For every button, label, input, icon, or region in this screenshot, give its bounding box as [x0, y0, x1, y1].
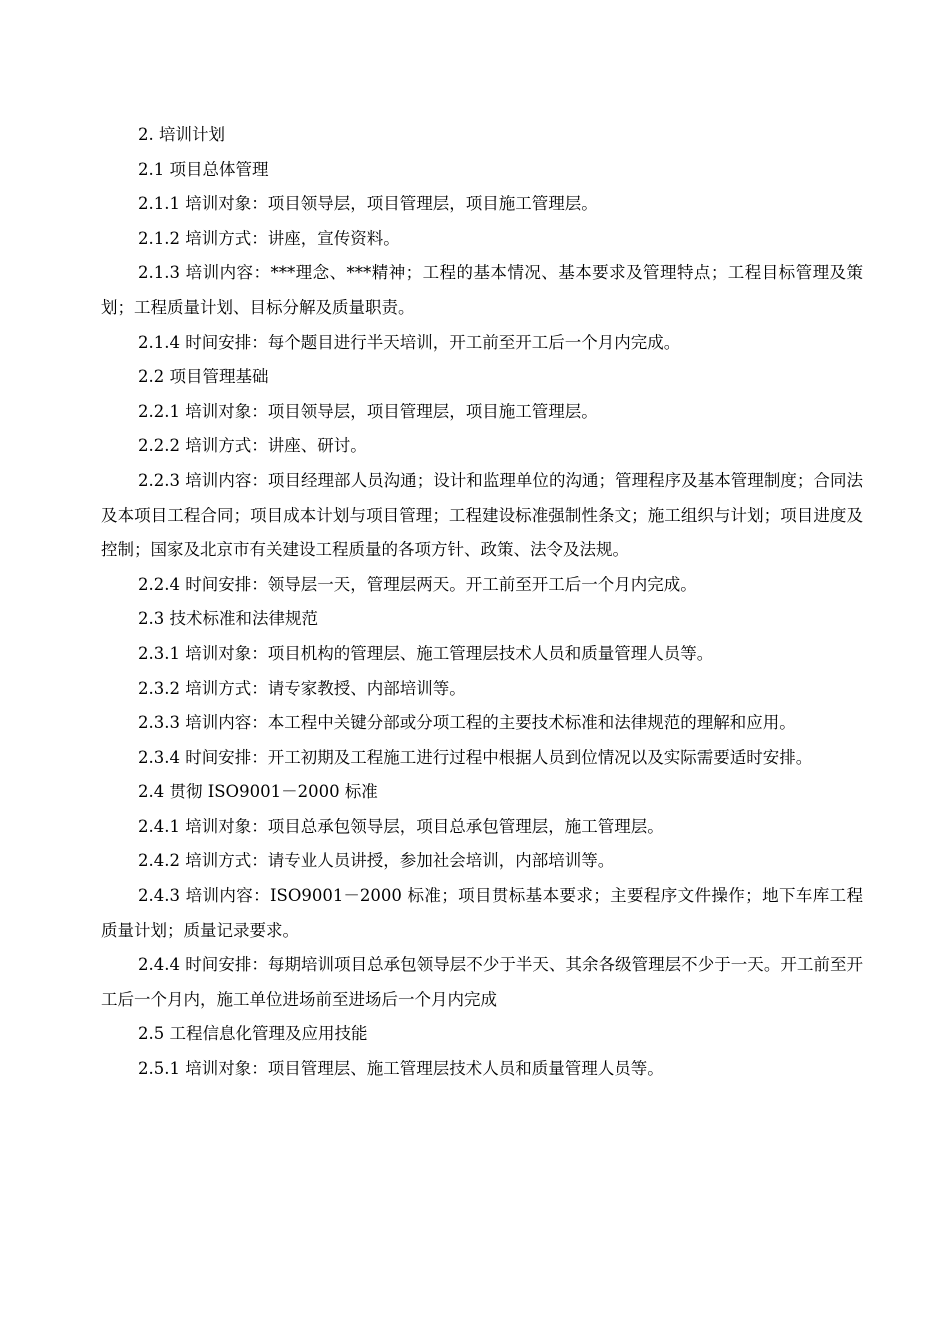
document-body	[101, 118, 863, 1087]
section-heading-2-2: 2.2 项目管理基础	[138, 367, 269, 387]
paragraph-2-2-3: 2.2.3 培训内容：项目经理部人员沟通；设计和监理单位的沟通；管理程序及基本管理制度；合同法及本项目工程合同；项目成本计划与项目管理；工程建设标准强制性条文；施工组织与计划；项目进度及控制；国家及北京市有关建设工程质量的各项方针、政策、法令及法规。	[101, 470, 863, 560]
paragraph-2-1-4: 2.1.4 时间安排：每个题目进行半天培训，开工前至开工后一个月内完成。	[138, 332, 681, 352]
paragraph-2-2-2: 2.2.2 培训方式：讲座、研讨。	[138, 436, 367, 456]
paragraph-2-4-4: 2.4.4 时间安排：每期培训项目总承包领导层不少于半天、其余各级管理层不少于一天。开工前至开工后一个月内，施工单位进场前至进场后一个月内完成	[101, 955, 863, 1009]
paragraph-2-2-1: 2.2.1 培训对象：项目领导层，项目管理层，项目施工管理层。	[138, 401, 598, 421]
paragraph-2-3-4: 2.3.4 时间安排：开工初期及工程施工进行过程中根据人员到位情况以及实际需要适时安排。	[138, 747, 813, 767]
section-heading-2-4: 2.4 贯彻 ISO9001－2000 标准	[138, 782, 378, 802]
paragraph-2-5-1: 2.5.1 培训对象：项目管理层、施工管理层技术人员和质量管理人员等。	[138, 1059, 664, 1079]
section-heading-2-5: 2.5 工程信息化管理及应用技能	[138, 1024, 368, 1044]
paragraph-2-3-1: 2.3.1 培训对象：项目机构的管理层、施工管理层技术人员和质量管理人员等。	[138, 643, 714, 663]
paragraph-2-1-2: 2.1.2 培训方式：讲座，宣传资料。	[138, 228, 400, 248]
paragraph-2-4-1: 2.4.1 培训对象：项目总承包领导层，项目总承包管理层，施工管理层。	[138, 816, 664, 836]
section-heading-2: 2. 培训计划	[138, 125, 225, 144]
paragraph-2-3-2: 2.3.2 培训方式：请专家教授、内部培训等。	[138, 678, 466, 698]
paragraph-2-3-3: 2.3.3 培训内容：本工程中关键分部或分项工程的主要技术标准和法律规范的理解和应用。	[138, 713, 796, 733]
paragraph-2-1-3: 2.1.3 培训内容：***理念、***精神；工程的基本情况、基本要求及管理特点；工程目标管理及策划；工程质量计划、目标分解及质量职责。	[101, 263, 863, 317]
paragraph-2-4-3: 2.4.3 培训内容：ISO9001－2000 标准；项目贯标基本要求；主要程序文件操作；地下车库工程质量计划；质量记录要求。	[101, 886, 863, 940]
section-heading-2-1: 2.1 项目总体管理	[138, 159, 269, 179]
paragraph-2-2-4: 2.2.4 时间安排：领导层一天，管理层两天。开工前至开工后一个月内完成。	[138, 574, 697, 594]
paragraph-2-4-2: 2.4.2 培训方式：请专业人员讲授，参加社会培训，内部培训等。	[138, 851, 615, 871]
paragraph-2-1-1: 2.1.1 培训对象：项目领导层，项目管理层，项目施工管理层。	[138, 194, 598, 214]
section-heading-2-3: 2.3 技术标准和法律规范	[138, 609, 318, 629]
